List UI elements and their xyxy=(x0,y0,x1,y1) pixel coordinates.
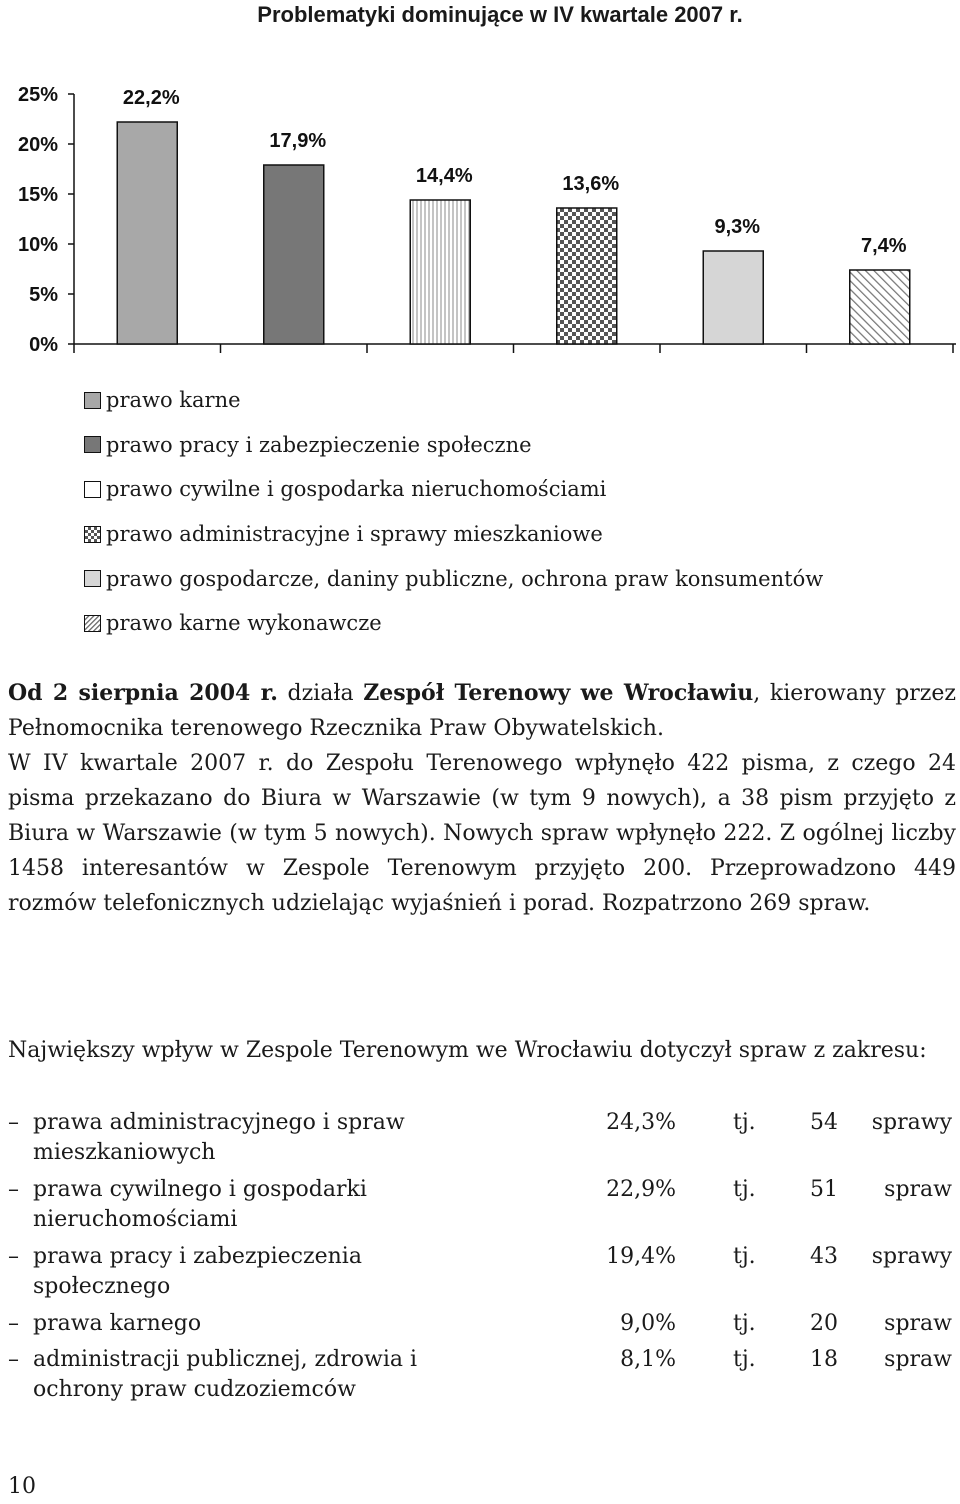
bar xyxy=(264,165,324,344)
list-label: prawa karnego xyxy=(33,1311,202,1336)
list-unit: spraw xyxy=(884,1177,952,1202)
list-count: 54 xyxy=(810,1110,838,1135)
list-tj: tj. xyxy=(733,1177,756,1202)
y-tick-label: 5% xyxy=(29,284,58,306)
legend-label: prawo cywilne i gospodarka nieruchomościami xyxy=(106,477,607,502)
page-number: 10 xyxy=(8,1474,36,1499)
legend-swatch xyxy=(84,570,101,587)
list-percent: 8,1% xyxy=(620,1347,676,1372)
list-item xyxy=(8,1175,956,1242)
list-percent: 22,9% xyxy=(606,1177,676,1202)
legend-item xyxy=(84,512,823,557)
bar-value-label: 14,4% xyxy=(415,165,473,187)
legend-label: prawo karne xyxy=(106,388,241,413)
legend-item xyxy=(84,601,823,646)
legend-item xyxy=(84,378,823,423)
list-tj: tj. xyxy=(733,1244,756,1269)
legend-label: prawo gospodarcze, daniny publiczne, ochrona praw konsumentów xyxy=(106,566,824,591)
legend-item xyxy=(84,423,823,468)
legend-swatch xyxy=(84,481,101,498)
bar xyxy=(410,200,470,344)
legend-swatch xyxy=(84,436,101,453)
list-item xyxy=(8,1345,956,1412)
list-percent: 24,3% xyxy=(606,1110,676,1135)
legend-label: prawo administracyjne i sprawy mieszkaniowe xyxy=(106,522,603,547)
list-unit: sprawy xyxy=(871,1244,952,1269)
list-dash: – xyxy=(8,1311,19,1336)
list-label: administracji publicznej, zdrowia i ochrony praw cudzoziemców xyxy=(33,1347,418,1402)
list-percent: 9,0% xyxy=(620,1311,676,1336)
bar-value-label: 7,4% xyxy=(860,235,907,257)
bar xyxy=(117,122,177,344)
bar-value-label: 9,3% xyxy=(714,216,761,238)
bar xyxy=(703,251,763,344)
list-item xyxy=(8,1309,956,1345)
y-tick-label: 15% xyxy=(17,184,58,206)
list-dash: – xyxy=(8,1177,19,1202)
list-label: prawa pracy i zabezpieczenia społecznego xyxy=(33,1244,362,1299)
legend-swatch xyxy=(84,392,101,409)
y-tick-label: 10% xyxy=(17,234,58,256)
list-item xyxy=(8,1108,956,1175)
list-dash: – xyxy=(8,1347,19,1372)
paragraph-zespol-terenowy xyxy=(8,676,956,921)
list-item xyxy=(8,1242,956,1309)
legend-swatch xyxy=(84,615,101,632)
topic-list xyxy=(8,1108,956,1412)
paragraph-text: , kierowany przez Pełnomocnika terenowego Rzecznika Praw Obywatelskich. xyxy=(8,681,957,741)
y-tick-label: 25% xyxy=(17,84,58,106)
list-unit: spraw xyxy=(884,1311,952,1336)
list-percent: 19,4% xyxy=(606,1244,676,1269)
legend-item xyxy=(84,556,823,601)
legend-item xyxy=(84,467,823,512)
legend-swatch xyxy=(84,526,101,543)
list-tj: tj. xyxy=(733,1311,756,1336)
paragraph-largest-impact: Największy wpływ w Zespole Terenowym we Wrocławiu dotyczył spraw z zakresu: xyxy=(8,1038,927,1063)
legend-label: prawo karne wykonawcze xyxy=(106,611,382,636)
bold-date: Od 2 sierpnia 2004 r. xyxy=(8,680,278,706)
bar-chart xyxy=(0,0,960,375)
list-label: prawa administracyjnego i spraw mieszkaniowych xyxy=(33,1110,405,1165)
bar xyxy=(850,270,910,344)
list-count: 20 xyxy=(810,1311,838,1336)
list-unit: sprawy xyxy=(871,1110,952,1135)
bar-value-label: 22,2% xyxy=(122,87,180,109)
list-count: 51 xyxy=(810,1177,838,1202)
list-label: prawa cywilnego i gospodarki nieruchomościami xyxy=(33,1177,367,1232)
bold-office-name: Zespół Terenowy we Wrocławiu xyxy=(363,680,754,706)
list-count: 43 xyxy=(810,1244,838,1269)
list-tj: tj. xyxy=(733,1347,756,1372)
list-tj: tj. xyxy=(733,1110,756,1135)
bar xyxy=(557,208,617,344)
y-tick-label: 0% xyxy=(29,334,58,356)
list-dash: – xyxy=(8,1110,19,1135)
legend-label: prawo pracy i zabezpieczenie społeczne xyxy=(106,432,532,457)
list-dash: – xyxy=(8,1244,19,1269)
paragraph-stats: W IV kwartale 2007 r. do Zespołu Terenowego wpłynęło 422 pisma, z czego 24 pisma przekazano do Biura w Warszawie (w tym 9 nowych), a 38 pism przyjęto z Biura w Warszawie (w tym 5 nowych). Nowych spraw wpłynęło 222. Z ogólnej liczby 1458 interesantów w Zespole Terenowym przyjęto 200. Przeprowadzono 449 rozmów telefonicznych udzielając wyjaśnień i porad. Rozpatrzono 269 spraw. xyxy=(8,751,956,916)
bar-value-label: 17,9% xyxy=(269,130,327,152)
chart-title: Problematyki dominujące w IV kwartale 2007 r. xyxy=(257,2,743,27)
chart-legend xyxy=(84,378,823,646)
y-tick-label: 20% xyxy=(17,134,58,156)
list-unit: spraw xyxy=(884,1347,952,1372)
paragraph-text: działa xyxy=(277,681,364,706)
bar-value-label: 13,6% xyxy=(562,173,620,195)
list-count: 18 xyxy=(810,1347,838,1372)
